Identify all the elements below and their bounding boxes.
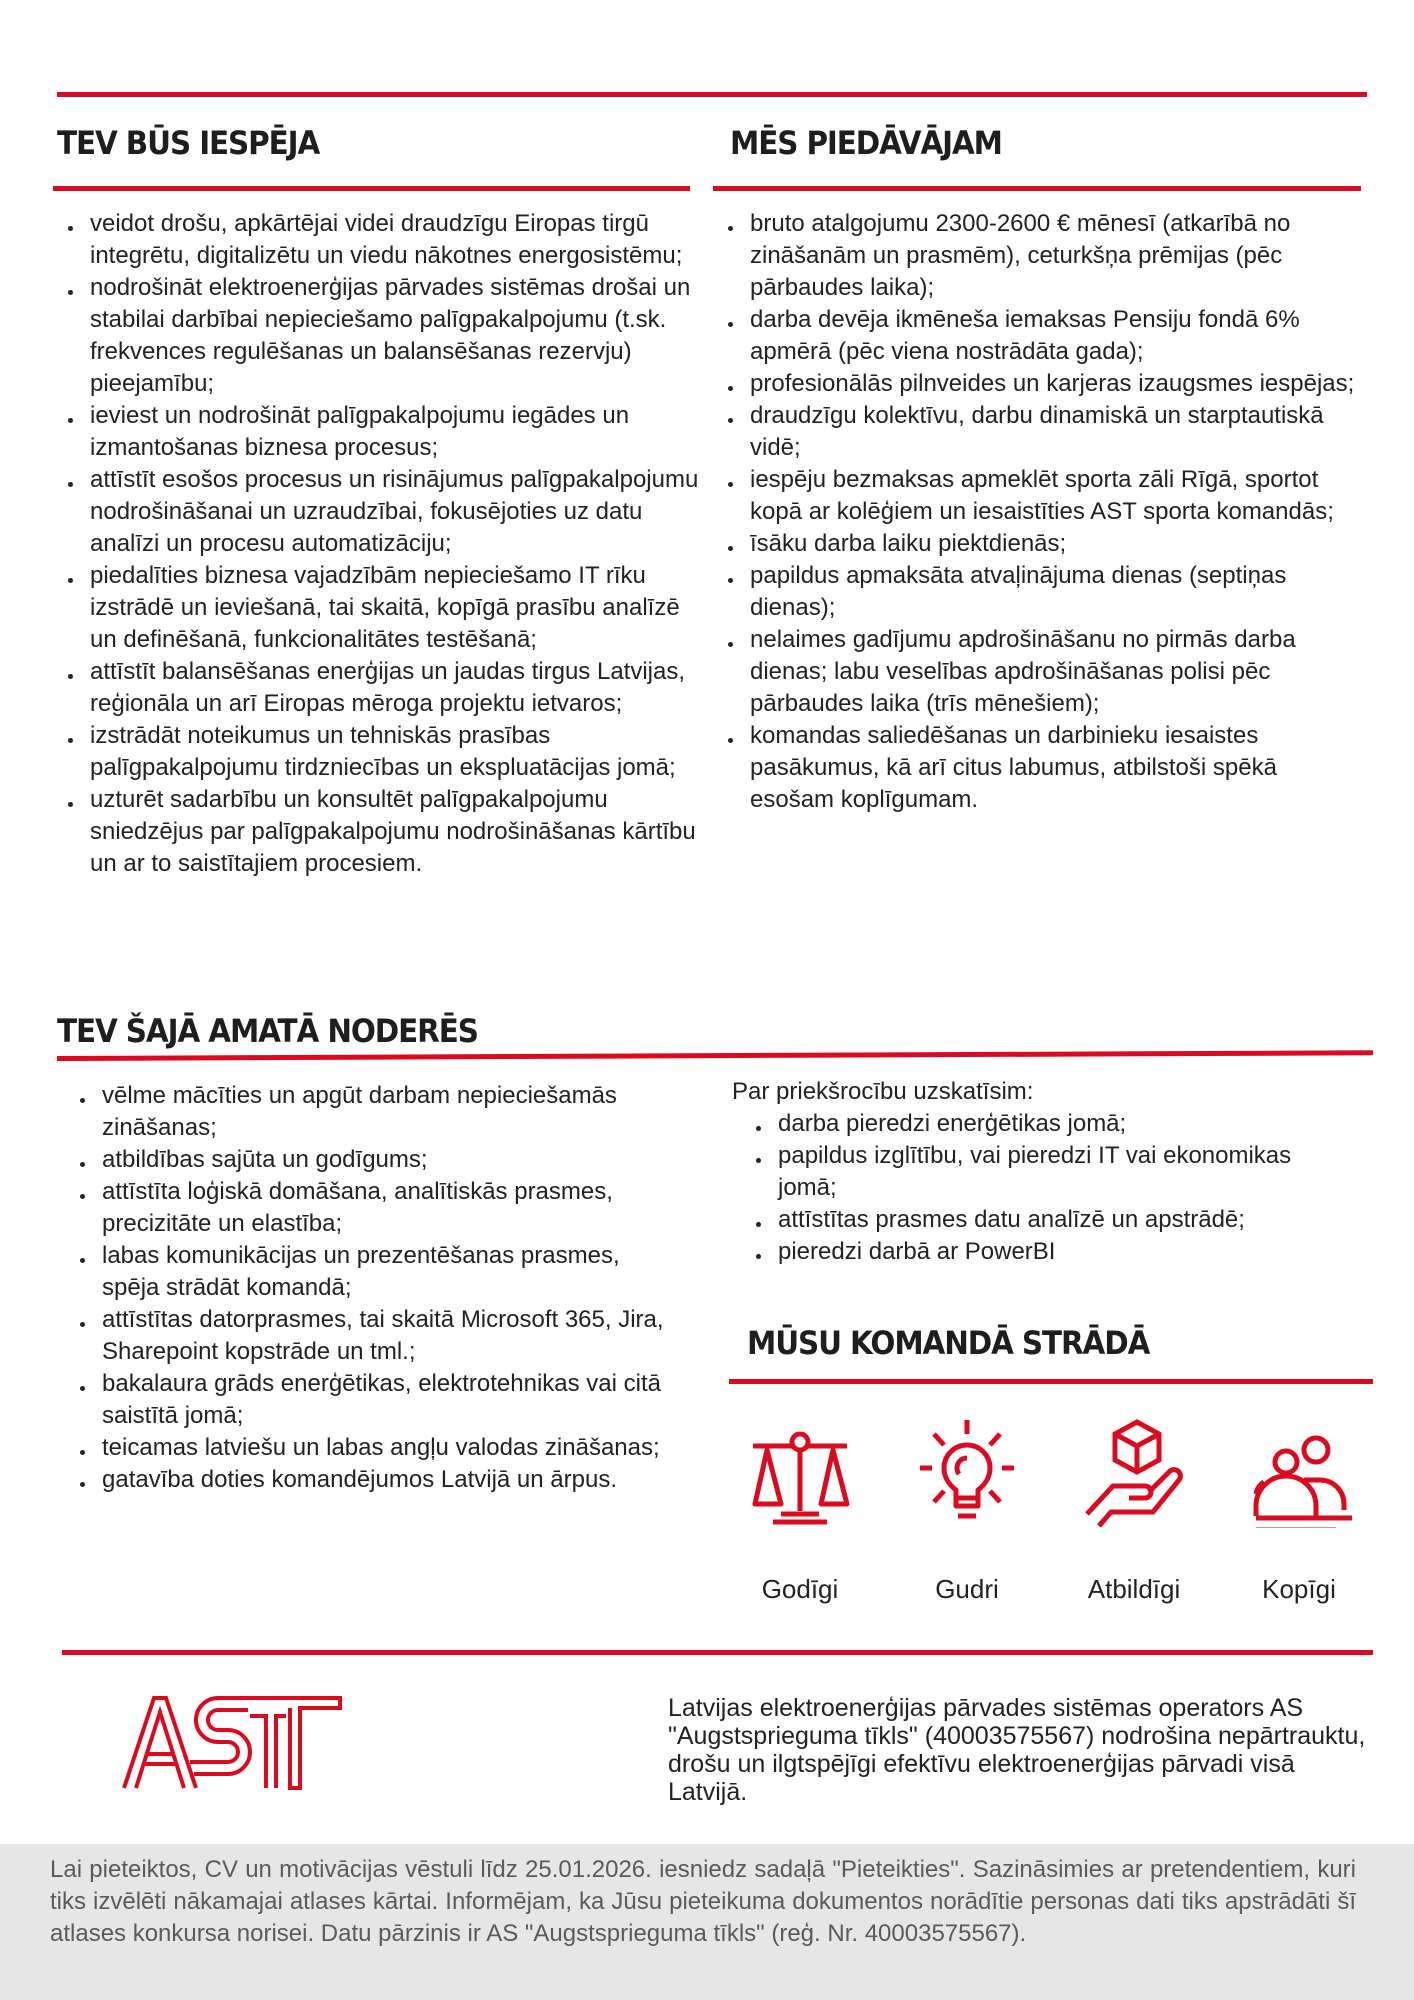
list-item: papildus izglītību, vai pieredzi IT vai ekonomikas jomā; bbox=[746, 1140, 1346, 1204]
application-info: Lai pieteiktos, CV un motivācijas vēstuli līdz 25.01.2026. iesniedz sadaļā "Pieteikties". Sazināsimies ar pretendentiem, kuri tiks izvēlēti nākamajai atlases kārtai. Informējam, ka Jūsu pieteikuma dokumentos norādītie personas dati tiks apstrādāti šī atlases konkursa norisei. Datu pārzinis ir AS "Augstsprieguma tīkls" (reģ. Nr. 40003575567). bbox=[50, 1856, 1356, 1947]
application-footer bbox=[0, 1844, 1414, 2000]
list-item: attīstītas datorprasmes, tai skaitā Microsoft 365, Jira, Sharepoint kopstrāde un tml.; bbox=[70, 1304, 680, 1368]
top-divider bbox=[57, 92, 1367, 97]
list-item: nodrošināt elektroenerģijas pārvades sistēmas drošai un stabilai darbībai nepieciešamo palīgpakalpojumu (t.sk. frekvences regulēšanas un balansēšanas rezervju) pieejamību; bbox=[58, 272, 703, 400]
list-item: veidot drošu, apkārtējai videi draudzīgu Eiropas tirgū integrētu, digitalizētu un viedu nākotnes energosistēmu; bbox=[58, 208, 703, 272]
company-about: Latvijas elektroenerģijas pārvades sistēmas operators AS "Augstsprieguma tīkls" (40003575567) nodrošina nepārtrauktu, drošu un ilgtspējīgi efektīvu elektroenerģijas pārvadi visā Latvijā. bbox=[668, 1694, 1366, 1806]
opportunities-list bbox=[58, 208, 703, 880]
values-divider bbox=[729, 1379, 1373, 1384]
requirements-divider bbox=[57, 1050, 1373, 1061]
list-item: bakalaura grāds enerģētikas, elektrotehnikas vai citā saistītā jomā; bbox=[70, 1368, 680, 1432]
logo-text bbox=[350, 1694, 351, 1695]
list-item: labas komunikācijas un prezentēšanas prasmes, spēja strādāt komandā; bbox=[70, 1240, 680, 1304]
hand-box-icon bbox=[1079, 1418, 1189, 1528]
list-item: ieviest un nodrošināt palīgpakalpojumu iegādes un izmantošanas biznesa procesus; bbox=[58, 400, 703, 464]
list-item: gatavība doties komandējumos Latvijā un ārpus. bbox=[70, 1464, 680, 1496]
list-item: komandas saliedēšanas un darbinieku iesaistes pasākumus, kā arī citus labumus, atbilstoši spēkā esošam koplīgumam. bbox=[718, 720, 1358, 816]
list-item: papildus apmaksāta atvaļinājuma dienas (septiņas dienas); bbox=[718, 560, 1358, 624]
list-item: uzturēt sadarbību un konsultēt palīgpakalpojumu sniedzējus par palīgpakalpojumu nodrošināšanas kārtību un ar to saistītajiem procesiem. bbox=[58, 784, 703, 880]
list-item: nelaimes gadījumu apdrošināšanu no pirmās darba dienas; labu veselības apdrošināšanas polisi pēc pārbaudes laika (trīs mēnešiem); bbox=[718, 624, 1358, 720]
offer-list bbox=[718, 208, 1358, 816]
list-item: pieredzi darbā ar PowerBI bbox=[746, 1236, 1346, 1268]
section-title-values: MŪSU KOMANDĀ STRĀDĀ bbox=[747, 1324, 1150, 1362]
scales-icon bbox=[745, 1418, 855, 1528]
list-item: attīstītas prasmes datu analīzē un apstrādē; bbox=[746, 1204, 1346, 1236]
section-title-offer: MĒS PIEDĀVĀJAM bbox=[730, 124, 1002, 162]
list-item: bruto atalgojumu 2300-2600 € mēnesī (atkarībā no zināšanām un prasmēm), ceturkšņa prēmijas (pēc pārbaudes laika); bbox=[718, 208, 1358, 304]
value-label: Kopīgi bbox=[1262, 1574, 1336, 1604]
list-item: īsāku darba laiku piektdienās; bbox=[718, 528, 1358, 560]
value-item-together bbox=[1224, 1418, 1374, 1605]
list-item: attīstīta loģiskā domāšana, analītiskās prasmes, precizitāte un elastība; bbox=[70, 1176, 680, 1240]
opportunities-divider bbox=[53, 186, 690, 191]
value-label: Gudri bbox=[935, 1574, 999, 1604]
value-label: Atbildīgi bbox=[1087, 1574, 1181, 1604]
advantages-intro: Par priekšrocību uzskatīsim: bbox=[732, 1078, 1034, 1105]
value-item-honest bbox=[725, 1418, 875, 1605]
list-item: darba pieredzi enerģētikas jomā; bbox=[746, 1108, 1346, 1140]
section-title-opportunities: TEV BŪS IESPĒJA bbox=[57, 124, 320, 162]
list-item: profesionālās pilnveides un karjeras izaugsmes iespējas; bbox=[718, 368, 1358, 400]
list-item: draudzīgu kolektīvu, darbu dinamiskā un starptautiskā vidē; bbox=[718, 400, 1358, 464]
list-item: piedalīties biznesa vajadzībām nepieciešamo IT rīku izstrādē un ieviešanā, tai skaitā, kopīgā prasību analīzē un definēšanā, funkcionalitātes testēšanā; bbox=[58, 560, 703, 656]
value-item-responsible bbox=[1059, 1418, 1209, 1605]
section-title-requirements: TEV ŠAJĀ AMATĀ NODERĒS bbox=[57, 1012, 478, 1050]
value-label: Godīgi bbox=[761, 1574, 839, 1604]
list-item: atbildības sajūta un godīgums; bbox=[70, 1144, 680, 1176]
list-item: vēlme mācīties un apgūt darbam nepieciešamās zināšanas; bbox=[70, 1080, 680, 1144]
ast-logo bbox=[120, 1694, 350, 1790]
advantages-list bbox=[746, 1108, 1346, 1268]
lightbulb-icon bbox=[912, 1418, 1022, 1528]
list-item: attīstīt esošos procesus un risinājumus palīgpakalpojumu nodrošināšanai un uzraudzībai, fokusējoties uz datu analīzi un procesu automatizāciju; bbox=[58, 464, 703, 560]
requirements-list bbox=[70, 1080, 680, 1496]
list-item: iespēju bezmaksas apmeklēt sporta zāli Rīgā, sportot kopā ar kolēģiem un iesaistīties AST sporta komandās; bbox=[718, 464, 1358, 528]
people-icon bbox=[1244, 1418, 1354, 1528]
value-item-smart bbox=[892, 1418, 1042, 1605]
list-item: izstrādāt noteikumus un tehniskās prasības palīgpakalpojumu tirdzniecības un ekspluatācijas jomā; bbox=[58, 720, 703, 784]
offer-divider bbox=[713, 186, 1361, 191]
list-item: darba devēja ikmēneša iemaksas Pensiju fondā 6% apmērā (pēc viena nostrādāta gada); bbox=[718, 304, 1358, 368]
list-item: attīstīt balansēšanas enerģijas un jaudas tirgus Latvijas, reģionāla un arī Eiropas mēroga projektu ietvaros; bbox=[58, 656, 703, 720]
list-item: teicamas latviešu un labas angļu valodas zināšanas; bbox=[70, 1432, 680, 1464]
company-divider bbox=[62, 1650, 1373, 1655]
